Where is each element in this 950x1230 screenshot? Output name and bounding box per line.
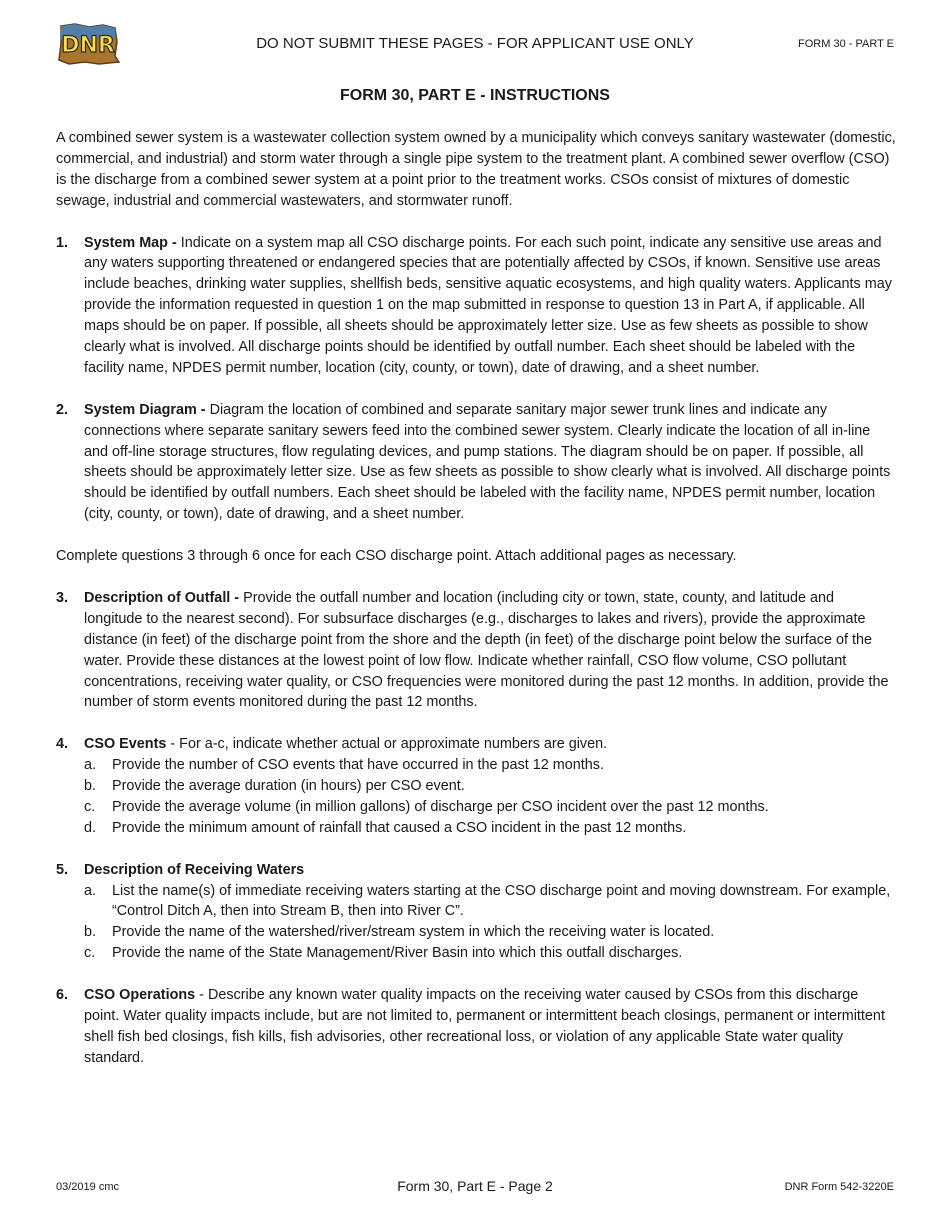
instructions-body (56, 128, 896, 1090)
sub-letter: c. (84, 945, 96, 962)
item-title: CSO Operations (84, 987, 196, 1004)
item-number: 4. (56, 736, 69, 753)
sub-letter: b. (84, 778, 97, 795)
sub-text: Provide the name of the State Management/River Basin into which this outfall discharges. (112, 945, 683, 962)
instruction-item-5 (56, 860, 896, 965)
instruction-item-4 (56, 734, 896, 839)
sub-item (84, 922, 896, 943)
instruction-item-1 (56, 233, 896, 379)
item-number: 5. (56, 861, 69, 878)
sub-item (84, 818, 896, 839)
instruction-item-2 (56, 400, 896, 525)
sub-item (84, 943, 896, 964)
item-number: 1. (56, 234, 69, 251)
item-title: Description of Outfall - (84, 589, 240, 606)
item-number: 3. (56, 589, 69, 606)
sub-letter: b. (84, 924, 97, 941)
sub-item (84, 755, 896, 776)
sub-text: Provide the name of the watershed/river/stream system in which the receiving water is located. (112, 924, 715, 941)
header-form-id: FORM 30 - PART E (798, 38, 894, 50)
sub-letter: a. (84, 882, 97, 899)
sub-letter: a. (84, 757, 97, 774)
item-title: System Diagram - (84, 401, 206, 418)
item-text: - For a-c, indicate whether actual or approximate numbers are given. (166, 736, 608, 753)
header-notice: DO NOT SUBMIT THESE PAGES - FOR APPLICANT USE ONLY (256, 35, 694, 52)
footer-form-number: DNR Form 542-3220E (784, 1181, 894, 1193)
footer-revision: 03/2019 cmc (56, 1181, 119, 1193)
sub-item (84, 797, 896, 818)
sub-text: Provide the average duration (in hours) per CSO event. (112, 778, 465, 795)
item-title: Description of Receiving Waters (84, 861, 305, 878)
complete-note: Complete questions 3 through 6 once for each CSO discharge point. Attach additional pages as necessary. (56, 548, 737, 565)
sub-item (84, 776, 896, 797)
item-title: System Map - (84, 234, 177, 251)
item-number: 6. (56, 987, 69, 1004)
sub-text: Provide the average volume (in million gallons) of discharge per CSO incident over the past 12 months. (112, 798, 769, 815)
svg-text:DNR: DNR (61, 33, 115, 58)
item-number: 2. (56, 401, 69, 418)
item-text: - Describe any known water quality impacts on the receiving water caused by CSOs from this discharge point. Water quality impacts include, but are not limited to, permanent or intermittent beach closings, permanent or intermittent shell fish bed closings, fish kills, fish advisories, other recreational loss, or violation of any applicable State water quality standard. (84, 987, 885, 1066)
instruction-item-3 (56, 588, 896, 713)
sub-text: Provide the minimum amount of rainfall that caused a CSO incident in the past 12 months. (112, 819, 687, 836)
item-text: Indicate on a system map all CSO discharge points. For each such point, indicate any sensitive use areas and any waters supporting threatened or endangered species that are potentially affected by CSOs, if known. Sensitive use areas include beaches, drinking water supplies, shellfish beds, sensitive aquatic ecosystems, and high quality waters. Applicants may provide the information requested in question 1 on the map submitted in response to question 13 in Part A, if applicable. All maps should be on paper. If possible, all sheets should be approximately letter size. Use as few sheets as possible to show clearly what is involved. All discharge points should be identified by outfall number. Each sheet should be labeled with the facility name, NPDES permit number, location (city, county, or town), date of drawing, and a sheet number. (84, 234, 892, 376)
sub-item (84, 881, 896, 923)
sub-text: List the name(s) of immediate receiving waters starting at the CSO discharge point and moving downstream. For example, “Control Ditch A, then into Stream B, then into River C”. (112, 882, 891, 920)
item-text: Provide the outfall number and location (including city or town, state, county, and latitude and longitude to the nearest second). For subsurface discharges (e.g., discharges to lakes and rivers), provide the approximate distance (in feet) of the discharge point from the shore and the depth (in feet) of the discharge point below the surface of the water. Provide these distances at the lowest point of low flow. Indicate whether rainfall, CSO flow volume, CSO pollutant concentrations, receiving water quality, or CSO frequencies were monitored during the past 12 months. In addition, provide the number of storm events monitored during the past 12 months. (84, 589, 889, 711)
item-title: CSO Events (84, 736, 167, 753)
footer-page-number: Form 30, Part E - Page 2 (397, 1178, 553, 1194)
page-title: FORM 30, PART E - INSTRUCTIONS (340, 87, 610, 104)
item-text: Diagram the location of combined and separate sanitary major sewer trunk lines and indicate any connections where separate sanitary sewers feed into the combined sewer system. Clearly indicate the location of all in-line and off-line storage structures, flow regulating devices, and pump stations. The diagram should be on paper. If possible, all sheets should be approximately letter size. Use as few sheets as possible to show clearly what is involved. All discharge points should be identified by outfall numbers. Each sheet should be labeled with the facility name, NPDES permit number, location (city, county, or town), date of drawing, and a sheet number. (84, 401, 891, 523)
intro-paragraph: A combined sewer system is a wastewater collection system owned by a municipality which conveys sanitary wastewater (domestic, commercial, and industrial) and storm water through a single pipe system to the treatment plant. A combined sewer overflow (CSO) is the discharge from a combined sewer system at a point prior to the treatment works. CSOs consist of mixtures of domestic sewage, industrial and commercial wastewaters, and stormwater runoff. (56, 130, 896, 209)
instruction-item-6 (56, 985, 896, 1069)
sub-letter: d. (84, 819, 97, 836)
sub-letter: c. (84, 798, 96, 815)
sub-text: Provide the number of CSO events that have occurred in the past 12 months. (112, 757, 604, 774)
